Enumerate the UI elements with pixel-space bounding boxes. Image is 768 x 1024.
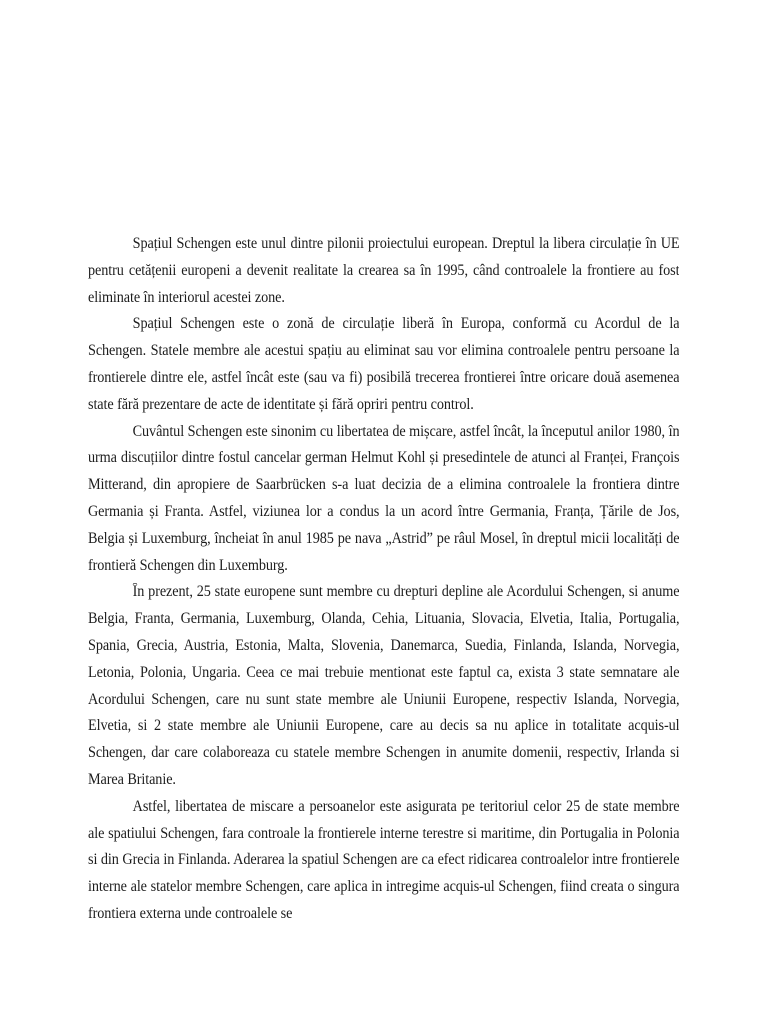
document-page <box>88 231 679 1024</box>
paragraph-3: Cuvântul Schengen este sinonim cu libertatea de mișcare, astfel încât, la începutul anilor 1980, în urma discuțiilor dintre fostul cancelar german Helmut Kohl și presedintele de atunci al Franței, François Mitterand, din apropiere de Saarbrücken s-a luat decizia de a elimina controalele la frontiera dintre Germania și Franta. Astfel, viziunea lor a condus la un acord între Germania, Franța, Țările de Jos, Belgia și Luxemburg, încheiat în anul 1985 pe nava „Astrid” pe râul Mosel, în dreptul micii localități de frontieră Schengen din Luxemburg. <box>88 422 679 574</box>
paragraph-4: În prezent, 25 state europene sunt membre cu drepturi depline ale Acordului Schengen, si anume Belgia, Franta, Germania, Luxemburg, Olanda, Cehia, Lituania, Slovacia, Elvetia, Italia, Portugalia, Spania, Grecia, Austria, Estonia, Malta, Slovenia, Danemarca, Suedia, Finlanda, Islanda, Norvegia, Letonia, Polonia, Ungaria. Ceea ce mai trebuie mentionat este faptul ca, exista 3 state semnatare ale Acordului Schengen, care nu sunt state membre ale Uniunii Europene, respectiv Islanda, Norvegia, Elvetia, si 2 state membre ale Uniunii Europene, care au decis sa nu aplice in totalitate acquis-ul Schengen, dar care colaboreaza cu statele membre Schengen in anumite domenii, respectiv, Irlanda si Marea Britanie. <box>88 583 679 788</box>
paragraph-5: Astfel, libertatea de miscare a persoanelor este asigurata pe teritoriul celor 25 de state membre ale spatiului Schengen, fara controale la frontierele interne terestre si maritime, din Portugalia in Polonia si din Grecia in Finlanda. Aderarea la spatiul Schengen are ca efect ridicarea controalelor intre frontierele interne ale statelor membre Schengen, care aplica in intregime acquis-ul Schengen, fiind creata o singura frontiera externa unde controalele se <box>88 797 679 922</box>
paragraph-1: Spațiul Schengen este unul dintre pilonii proiectului european. Dreptul la libera circulație în UE pentru cetățenii europeni a devenit realitate la crearea sa în 1995, când controalele la frontiere au fost eliminate în interiorul acestei zone. <box>88 235 679 306</box>
paragraph-2: Spațiul Schengen este o zonă de circulație liberă în Europa, conformă cu Acordul de la Schengen. Statele membre ale acestui spațiu au eliminat sau vor elimina controalele pentru persoane la frontierele dintre ele, astfel încât este (sau va fi) posibilă trecerea frontierei între oricare două asemenea state fără prezentare de acte de identitate și fără opriri pentru control. <box>88 315 679 413</box>
